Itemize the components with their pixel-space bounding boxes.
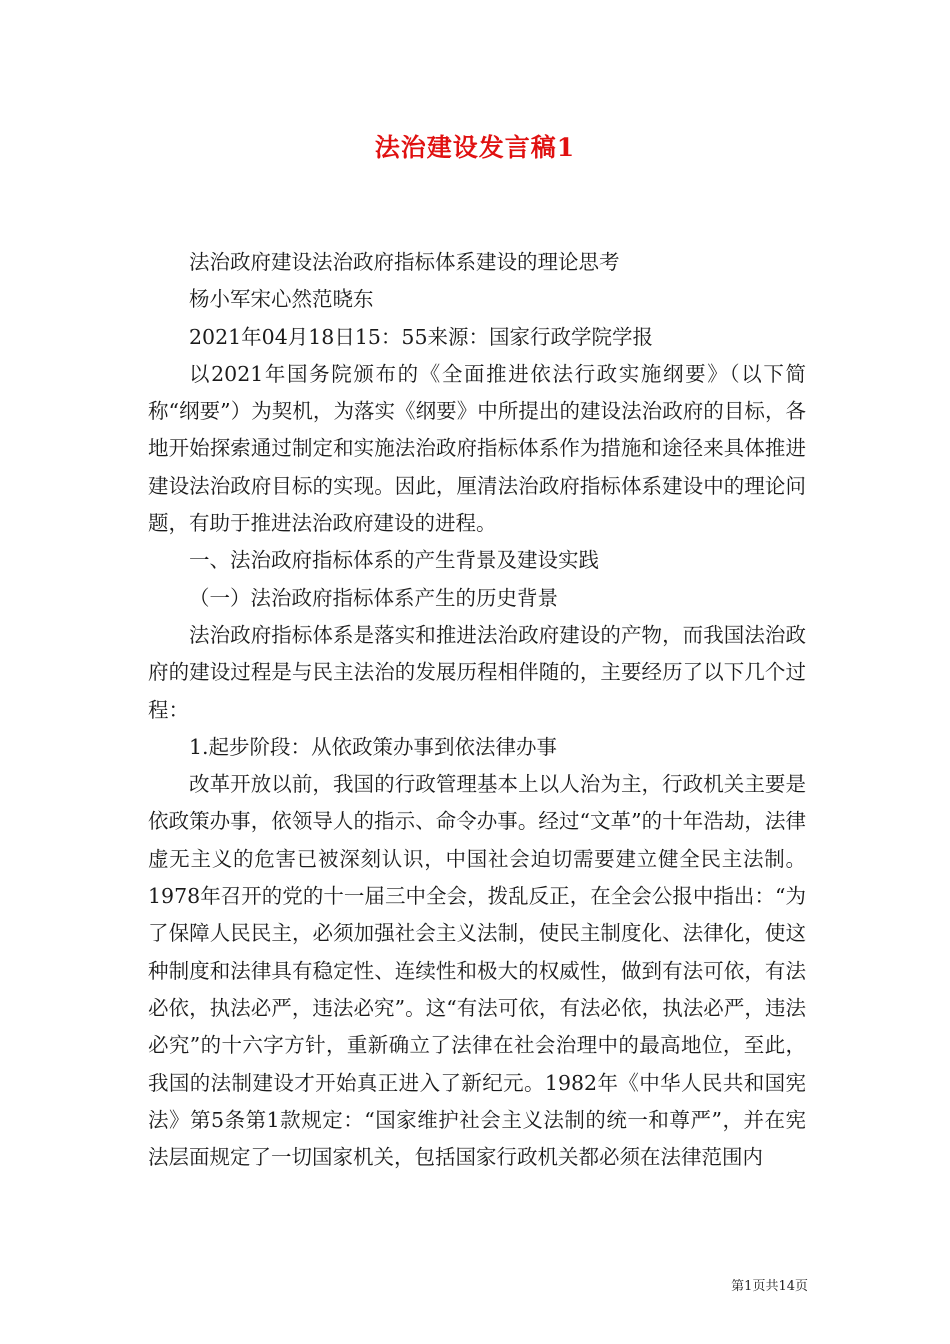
article-date-source: 2021年04月18日15：55来源：国家行政学院学报: [189, 324, 654, 349]
page-number-footer: 第1页共14页: [731, 1279, 808, 1294]
section-heading: 一、法治政府指标体系的产生背景及建设实践: [189, 548, 599, 573]
body-paragraph: 法治政府指标体系是落实和推进法治政府建设的产物，而我国法治政府的建设过程是与民主法治的发展历程相伴随的，主要经历了以下几个过程：: [148, 622, 806, 722]
article-authors: 杨小军宋心然范晓东: [189, 287, 374, 312]
subsection-heading: （一）法治政府指标体系产生的历史背景: [189, 585, 558, 610]
intro-paragraph: 以2021年国务院颁布的《全面推进依法行政实施纲要》（以下简称“纲要”）为契机，为落实《纲要》中所提出的建设法治政府的目标，各地开始探索通过制定和实施法治政府指标体系作为措施和途径来具体推进建设法治政府目标的实现。因此，厘清法治政府指标体系建设中的理论问题，有助于推进法治政府建设的进程。: [148, 361, 806, 536]
body-paragraph: 改革开放以前，我国的行政管理基本上以人治为主，行政机关主要是依政策办事，依领导人的指示、命令办事。经过“文革”的十年浩劫，法律虚无主义的危害已被深刻认识，中国社会迫切需要建立健全民主法制。1978年召开的党的十一届三中全会，拨乱反正，在全会公报中指出：“为了保障人民民主，必须加强社会主义法制，使民主制度化、法律化，使这种制度和法律具有稳定性、连续性和极大的权威性，做到有法可依，有法必依，执法必严，违法必究”。这“有法可依，有法必依，执法必严，违法必究”的十六字方针，重新确立了法律在社会治理中的最高地位，至此，我国的法制建设才开始真正进入了新纪元。1982年《中华人民共和国宪法》第5条第1款规定：“国家维护社会主义法制的统一和尊严”，并在宪法层面规定了一切国家机关，包括国家行政机关都必须在法律范围内: [148, 772, 806, 1170]
numbered-heading: 1.起步阶段：从依政策办事到依法律办事: [189, 734, 558, 759]
document-body: [148, 244, 806, 1176]
article-title: 法治政府建设法治政府指标体系建设的理论思考: [189, 250, 620, 274]
document-title: 法治建设发言稿1: [374, 133, 576, 162]
